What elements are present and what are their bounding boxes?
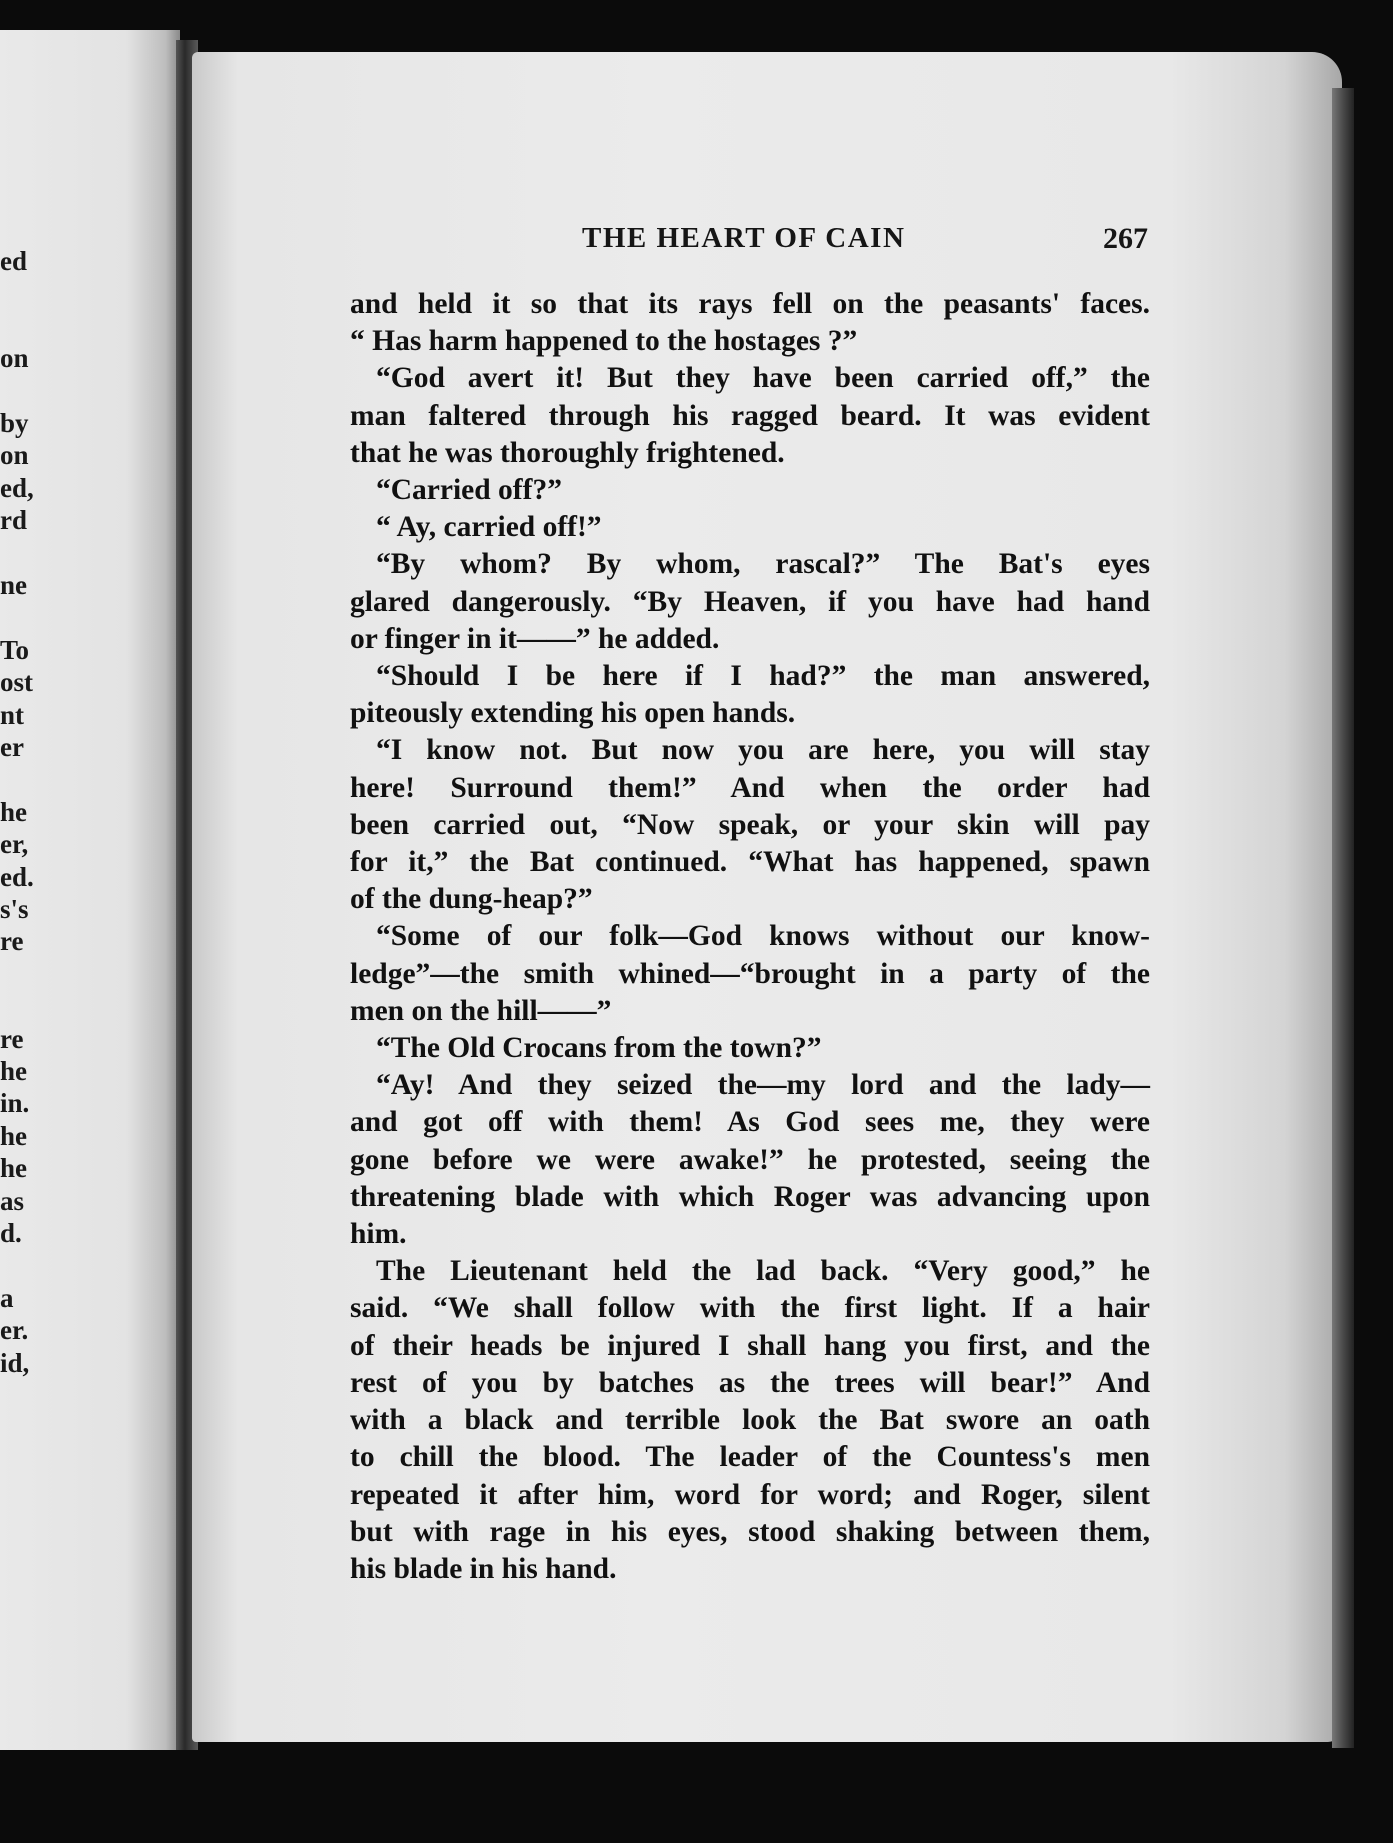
left-page-fragment: a bbox=[0, 1282, 14, 1313]
text-line: or finger in it——” he added. bbox=[350, 622, 720, 655]
left-page-fragment: d. bbox=[0, 1218, 22, 1248]
left-page-fragment: er bbox=[0, 732, 24, 762]
left-page-fragment: re bbox=[0, 1023, 24, 1054]
left-page-fragment: nt bbox=[0, 699, 25, 730]
text-line: piteously extending his open hands. bbox=[350, 697, 796, 730]
left-page-fragment: id, bbox=[0, 1347, 30, 1378]
left-facing-page bbox=[0, 30, 180, 1750]
text-line: “Carried off?” bbox=[376, 474, 562, 507]
text-line: his blade in his hand. bbox=[350, 1552, 617, 1585]
left-page-fragment: ost bbox=[0, 667, 33, 698]
left-page-fragment: rd bbox=[0, 505, 27, 536]
text-line: man faltered through his ragged beard. It was evident bbox=[350, 399, 1150, 432]
page-number: 267 bbox=[1103, 222, 1148, 255]
text-line: that he was thoroughly frightened. bbox=[350, 436, 785, 469]
text-line: repeated it after him, word for word; and Roger, silent bbox=[350, 1478, 1150, 1511]
left-page-fragment: on bbox=[0, 440, 29, 471]
page-edge-shadow bbox=[1332, 88, 1354, 1748]
left-page-fragment: re bbox=[0, 926, 24, 957]
left-page-fragment: he bbox=[0, 1153, 27, 1184]
left-page-fragment: To bbox=[0, 634, 30, 665]
text-line: but with rage in his eyes, stood shaking between them, bbox=[350, 1515, 1150, 1548]
text-line: glared dangerously. “By Heaven, if you have had hand bbox=[350, 585, 1150, 618]
left-page-fragment: he bbox=[0, 1056, 27, 1086]
left-page-fragment: ne bbox=[0, 570, 27, 600]
text-line: of the dung-heap?” bbox=[350, 883, 593, 916]
left-page-fragment: he bbox=[0, 796, 27, 827]
text-line: threatening blade with which Roger was advancing upon bbox=[350, 1180, 1150, 1213]
text-line: “By whom? By whom, rascal?” The Bat's eyes bbox=[376, 548, 1150, 581]
left-page-fragment: er, bbox=[0, 829, 29, 860]
left-page-fragment: on bbox=[0, 343, 29, 374]
text-line: for it,” the Bat continued. “What has happened, spawn bbox=[350, 846, 1150, 879]
left-page-fragment: s's bbox=[0, 894, 29, 924]
left-page-fragment: in. bbox=[0, 1088, 30, 1119]
running-head-title: THE HEART OF CAIN bbox=[582, 222, 906, 254]
left-page-fragment: he bbox=[0, 1120, 27, 1151]
text-line: gone before we were awake!” he protested, seeing the bbox=[350, 1143, 1150, 1176]
left-page-fragment: by bbox=[0, 408, 29, 438]
left-page-fragment: as bbox=[0, 1185, 25, 1216]
text-line: “Should I be here if I had?” the man answered, bbox=[376, 660, 1150, 693]
text-line: him. bbox=[350, 1218, 407, 1251]
text-line: of their heads be injured I shall hang you first, and the bbox=[350, 1329, 1150, 1362]
text-line: and held it so that its rays fell on the peasants' faces. bbox=[350, 288, 1150, 320]
left-page-fragment: ed, bbox=[0, 472, 34, 503]
text-line: “Ay! And they seized the—my lord and the lady— bbox=[376, 1069, 1150, 1102]
text-line: “Some of our folk—God knows without our know- bbox=[376, 920, 1150, 953]
text-line: rest of you by batches as the trees will bear!” And bbox=[350, 1366, 1150, 1399]
left-page-fragment: ed. bbox=[0, 861, 34, 892]
text-line: ledge”—the smith whined—“brought in a party of the bbox=[350, 957, 1150, 990]
text-line: “ Ay, carried off!” bbox=[376, 511, 602, 544]
text-line: to chill the blood. The leader of the Countess's men bbox=[350, 1441, 1150, 1474]
text-line: “The Old Crocans from the town?” bbox=[376, 1032, 822, 1065]
body-text bbox=[350, 286, 1150, 1588]
left-page-text-fragments bbox=[0, 30, 180, 1750]
left-page-fragment: er. bbox=[0, 1315, 29, 1346]
text-line: “I know not. But now you are here, you will stay bbox=[376, 734, 1150, 767]
text-line: The Lieutenant held the lad back. “Very good,” he bbox=[376, 1255, 1150, 1288]
text-line: and got off with them! As God sees me, they were bbox=[350, 1106, 1150, 1139]
text-line: with a black and terrible look the Bat swore an oath bbox=[350, 1404, 1150, 1437]
left-page-fragment: ed bbox=[0, 246, 27, 276]
text-line: “ Has harm happened to the hostages ?” bbox=[350, 325, 858, 358]
text-line: said. “We shall follow with the first light. If a hair bbox=[350, 1292, 1150, 1325]
text-line: been carried out, “Now speak, or your skin will pay bbox=[350, 808, 1150, 841]
text-line: “God avert it! But they have been carried off,” the bbox=[376, 362, 1150, 395]
text-line: men on the hill——” bbox=[350, 994, 612, 1027]
text-line: here! Surround them!” And when the order had bbox=[350, 771, 1150, 804]
